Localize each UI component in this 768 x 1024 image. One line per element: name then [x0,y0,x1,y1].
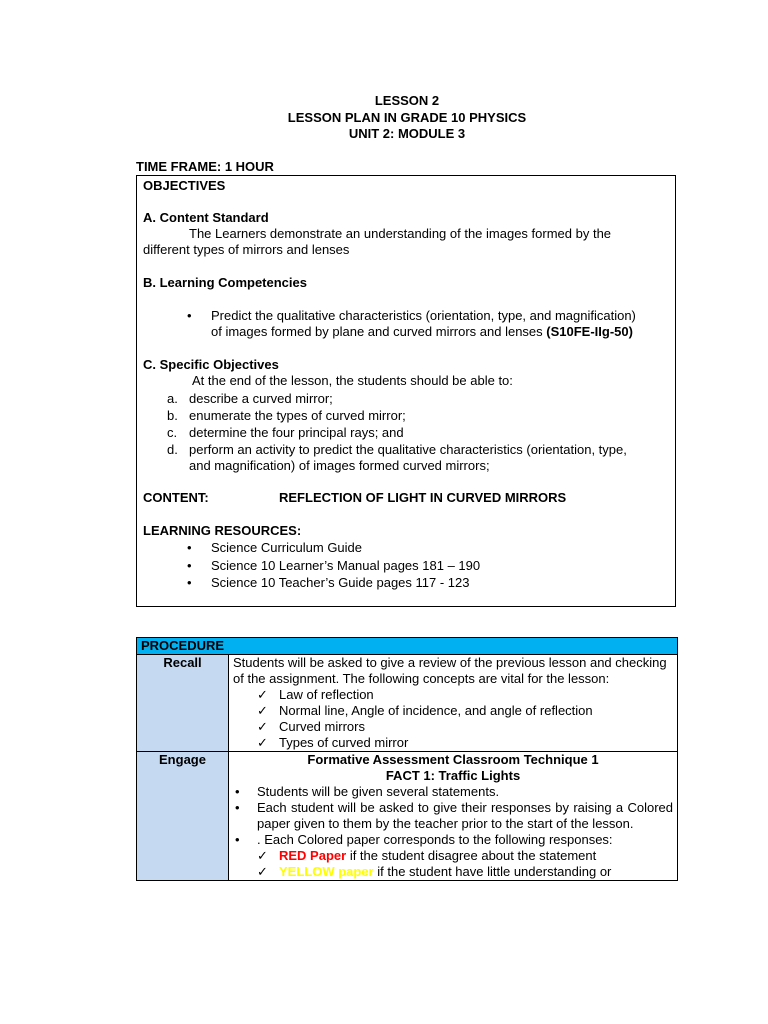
engage-bullet-3 [233,832,673,848]
check-icon: ✓ [257,848,268,863]
red-paper-item [233,848,673,864]
engage-bullet-1 [233,784,673,800]
engage-label: Engage [137,752,229,881]
check-icon: ✓ [257,719,268,734]
learning-resources-label: LEARNING RESOURCES: [143,523,302,538]
procedure-header-row [137,638,678,655]
objective-letter-b: b. [167,408,178,423]
lesson-plan-title: LESSON PLAN IN GRADE 10 PHYSICS [287,110,527,125]
recall-item-text: Law of reflection [279,687,374,702]
bullet-icon: • [235,784,240,799]
check-icon: ✓ [257,687,268,702]
resource-item-2: • Science 10 Learner’s Manual pages 181 – 190 [211,558,480,574]
recall-item-text: Types of curved mirror [279,735,409,750]
procedure-table [136,637,678,881]
unit-module: UNIT 2: MODULE 3 [348,126,466,141]
check-icon: ✓ [257,703,268,718]
engage-bullet-text: Students will be given several statements. [257,784,500,799]
procedure-header: PROCEDURE [137,638,678,655]
content-value: REFLECTION OF LIGHT IN CURVED MIRRORS [279,490,567,505]
objective-letter-c: c. [167,425,178,440]
resource-item-3: • Science 10 Teacher’s Guide pages 117 - 123 [211,575,470,591]
objective-letter-d: d. [167,442,178,457]
recall-content [229,655,678,752]
objective-item-b: enumerate the types of curved mirror; [189,408,406,423]
objective-item-d: perform an activity to predict the qualitative characteristics (orientation, type, [189,442,627,457]
check-icon: ✓ [257,864,268,879]
yellow-paper-label: YELLOW paper [279,864,374,879]
engage-bullet-2 [233,800,673,832]
objective-item-d-cont: and magnification) of images formed curved mirrors; [189,458,490,473]
recall-item-3 [233,719,673,735]
yellow-paper-item [233,864,673,880]
competency-code: (S10FE-IIg-50) [546,324,633,339]
objective-item-a: describe a curved mirror; [189,391,333,406]
recall-item-text: Curved mirrors [279,719,365,734]
engage-content [229,752,678,881]
bullet-icon: • [235,800,240,815]
engage-bullet-text: . Each Colored paper corresponds to the following responses: [257,832,613,847]
resource-item-1: • Science Curriculum Guide [211,540,362,556]
engage-row [137,752,678,881]
check-icon: ✓ [257,735,268,750]
specific-objectives-label: C. Specific Objectives [143,357,279,372]
recall-item-4 [233,735,673,751]
competency-line-2 [211,324,633,340]
competencies-label: B. Learning Competencies [143,275,307,290]
bullet-icon: • [235,832,240,847]
content-label: CONTENT: [143,490,209,505]
competency-line-1: • Predict the qualitative characteristics (orientation, type, and magnification) [211,308,636,324]
time-frame: TIME FRAME: 1 HOUR [136,159,274,174]
engage-bullet-text: Each student will be asked to give their responses by raising a Colored paper given to them by the teacher prior to the start of the lesson. [257,800,673,831]
content-standard-text-1: The Learners demonstrate an understanding of the images formed by the [189,226,612,241]
specific-objectives-intro: At the end of the lesson, the students should be able to: [192,373,513,388]
recall-label: Recall [137,655,229,752]
recall-item-2 [233,703,673,719]
objectives-title: OBJECTIVES [143,178,226,193]
recall-item-text: Normal line, Angle of incidence, and angle of reflection [279,703,593,718]
content-standard-text-2: different types of mirrors and lenses [143,242,350,257]
red-paper-text: if the student disagree about the statement [346,848,597,863]
recall-item-1 [233,687,673,703]
engage-title-2: FACT 1: Traffic Lights [385,768,521,783]
engage-title-1: Formative Assessment Classroom Technique 1 [307,752,599,767]
content-standard-label: A. Content Standard [143,210,269,225]
red-paper-label: RED Paper [279,848,347,863]
yellow-paper-text: if the student have little understanding or [373,864,612,879]
lesson-number: LESSON 2 [374,93,440,108]
objective-letter-a: a. [167,391,178,406]
objectives-box [136,175,676,607]
recall-row [137,655,678,752]
competency-text: of images formed by plane and curved mirrors and lenses [211,324,547,339]
recall-intro: Students will be asked to give a review of the previous lesson and checking of the assignment. The following concepts are vital for the lesson: [233,655,667,686]
objective-item-c: determine the four principal rays; and [189,425,404,440]
